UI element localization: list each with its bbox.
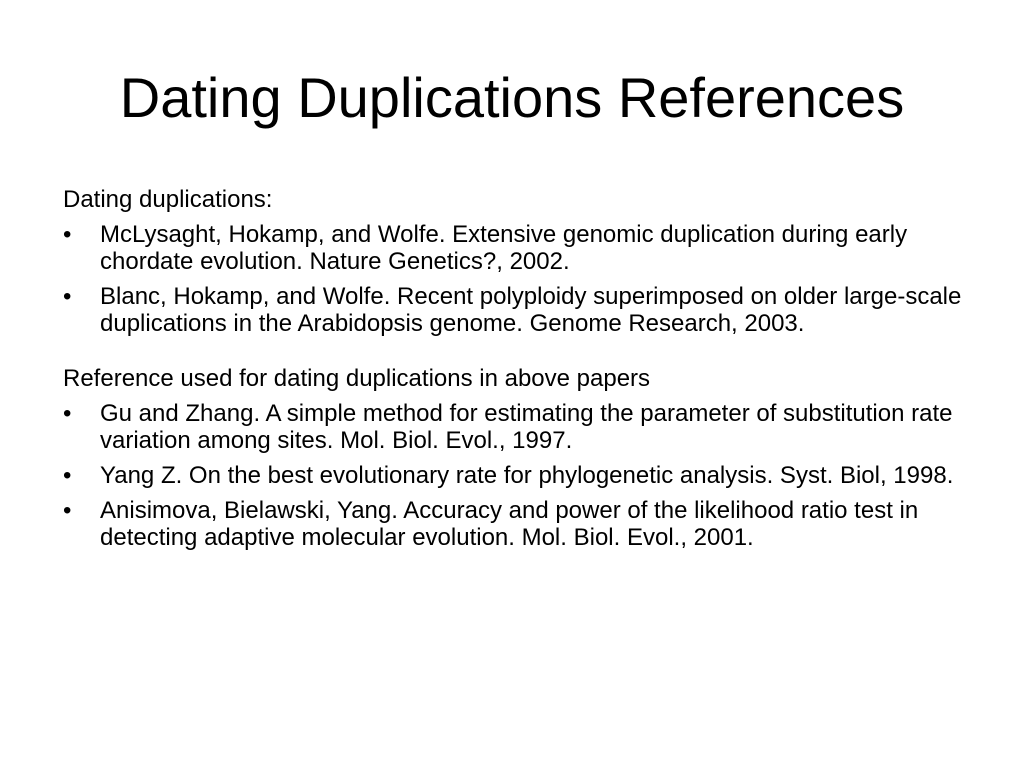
- slide-title: Dating Duplications References: [119, 66, 905, 129]
- reference-item: [63, 462, 963, 489]
- bullet-icon: •: [63, 400, 72, 427]
- slide-body: [63, 186, 963, 551]
- bullet-icon: •: [63, 283, 72, 310]
- reference-text: Blanc, Hokamp, and Wolfe. Recent polyploidy superimposed on older large-scale duplications in the Arabidopsis genome. Genome Research, 2003.: [100, 283, 962, 337]
- reference-text: Anisimova, Bielawski, Yang. Accuracy and power of the likelihood ratio test in detecting adaptive molecular evolution. Mol. Biol. Evol., 2001.: [100, 497, 919, 551]
- reference-list-methods: [63, 400, 963, 551]
- reference-text: McLysaght, Hokamp, and Wolfe. Extensive genomic duplication during early chordate evolution. Nature Genetics?, 2002.: [100, 221, 908, 275]
- bullet-icon: •: [63, 497, 72, 524]
- section-heading-dating-duplications: Dating duplications:: [63, 186, 273, 213]
- reference-item: [63, 497, 963, 551]
- reference-list-dating-duplications: [63, 221, 963, 337]
- bullet-icon: •: [63, 462, 72, 489]
- bullet-icon: •: [63, 221, 72, 248]
- reference-text: Gu and Zhang. A simple method for estimating the parameter of substitution rate variation among sites. Mol. Biol. Evol., 1997.: [100, 400, 953, 454]
- reference-item: [63, 400, 963, 454]
- reference-item: [63, 283, 963, 337]
- reference-item: [63, 221, 963, 275]
- section-heading-reference-used: Reference used for dating duplications in above papers: [63, 365, 651, 392]
- section-spacer: [63, 337, 963, 365]
- reference-text: Yang Z. On the best evolutionary rate for phylogenetic analysis. Syst. Biol, 1998.: [100, 462, 954, 489]
